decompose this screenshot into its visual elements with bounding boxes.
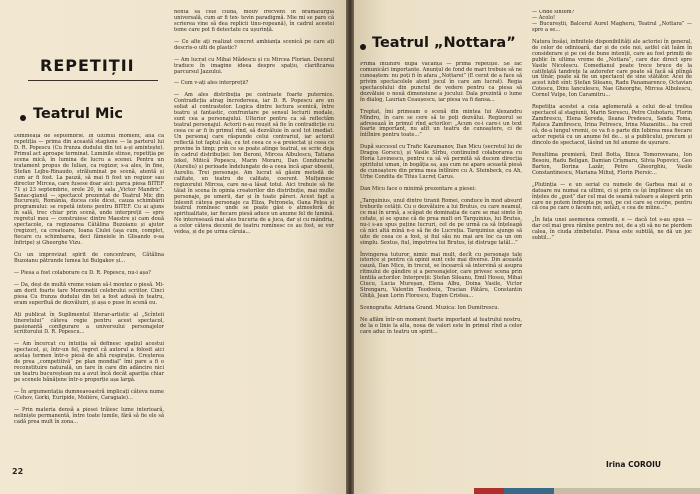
edge-strip-red — [474, 488, 504, 494]
right-column-2: — Unde sintem? — Acolo! — Bucureștii, Balcerul Aurel Magheru, Teatrul „Nottara” — spre a se... Natura însăși, infinitele disponibilități ale actoriei în general, de celor de odinioară, dar și de cele noi, astfel cât luăm în considerare și pe cei de bune intenții, care au fost primiți de public în ultima vreme de „Nottara”, care duc direct spre Vasile Nicolescu. Comedianul poate trece bruce de la catifelată tandrețe la autorefer care poate să facă să plîngă un tînăr, poate să fie un spectacol de sine stătător. Acei de acest iubit sînt: Ștefan Sileanu, Radu Panamarenco, Octavian Cotescu, Dinu Ianculescu, Nae Gheorghe, Mircea Albulescu, Cornel Vulpe, Ion Caramitru... Repetiția acestei a ceia aglomerată a celui de-al treilea spectacol al stagiunii, Marin Sorescu, Petre Ciubotaru, Florin Zamfirescu, Elena Sereda, Ileana Predescu, Sanda Toma, Raluca Zamfirescu, Irina Petrescu, Irina Mazanitis... ba cred că, de-a lungul vremii, ce va fi o parte din Iubirea mea fiecare actor repetă cu un anume fel de... și a publicului, precum și dincolo de spectacol, lăsînd un fel anume de ușurare. Penultima premieră, Emil Botta, Ilinca Tomoroveanu, Ion Besoiu, Radu Beligan, Damian Crîșmaru, Silvia Popovici, Geo Barton, Dorina Lazăr, Petre Gheorghiu, Vasile Constantinescu, Mariana Mihuț, Florin Piersic... „Plutinția — e un serial cu numele de Garbea mai ai o datoare nu numai ca ultimi, ci și prin ce își împlinesc ele un înțeles de „gust” dar cel mai de seamă valoare a alegerii prin care ne putem îndrepta pe noi, pe cei care se cuvine, pentru că cea pe care o facem noi, astăzi, e cea de mîine...” „În fața unei asemenea comedii, e — dacă tot s-au spus — dar cel mai greu rămîne pentru noi, de a ști să nu ne pierdem calea, în ciuda zîmbetului. Piesa este subtilă, ne dă un joc subtil...” — [532, 10, 692, 242]
section-title: REPETIȚII — [40, 56, 135, 75]
right-column-1: Prima întîlnire după vacanță — prima repetiție. Se fac comunicări importante. Anunțul de fond de mari trebuie să ne cunoaștem: nu poți fi în afara „Nottarei” (E cerut de a face să privim spectacolele atent jocul în care am lucrat). Regia spectacolului din punctul de vedere pentru ca piesa să dezvăluie o nouă dimensiune a jocului: Dala prezintă o lume în dialog, Laurian Ceaușescu, iar piesa va fi dansa... Treptat, îmi primeam o scenă din mintea lui Alexandru Mîndru, în care se cere să te poți dezvălui. Regizorul se adresează în primul rînd actorilor: „Acum ce-i care-i un text foarte important, nu atît un teatru de cunoaștere, ci de întîlnire pentru toate...” După succesul cu Trafic Kazumanov, Dan Micu (secretul lui de Dragoș Gorscu), și Vasile Sîrbu, continuînd colaborarea cu Horia Lovinescu, pentru ca să vă permită să ducem direcția spiritului uman, în bogăția sa, așa cum ne apare această piesă de cunoaștere din prima mea întîlnire cu A. Steinbeck, cu Ah, Urbe Condita de Titus Lucreț Carus. Dan Micu face o minimă prezentare a piesei: „Tarquinius, unul dintre tiranii Romei, conduce în mod absurd treburile cetății. Cu o dezvăluire a lui Brutus, cu care neamul, ce mai în urmă, a scăpat de dominația de care se mai simte în cetate, și se spune că de prea mult ori Tarquinius, lui Brutus, nu-i s-au spus puține lucruri, cel de pe urmă ca să înțeleagă că nici altă mînă n-o să fie de Lucreția. Tarquinius ajunge să uite de ceea ce a fost, și fiul său nu mai are loc ca un om simplu. Sextus, fiul, împotriva lui Brutus, își distruge tatăl...” Învingerea tuturor, nimic mai mult, decît cu personaje tale istorice și pentru că opinii sunt cele mai diverse. Din această cauză, Dan Micu, în trecut, se încearcă să intervină și asupra ritmului de gândire și a personajelor, care privesc scena prin lentila actorilor. Interpreții: Ștefan Sileanu, Emil Hossu, Mihai Ciucu, Lucia Mureșan, Elena Albu, Doina Vasile, Victor Strengaru, Valentin Teodosiu, Tracian Pătăru, Constantin Ghiță, Jean Lorin Florescu, Eugen Cristea... Scenografia: Adriana Grand. Muzica: Ion Dumitrescu. Ne aflăm într-un moment foarte important al teatrului nostru, de la o linie la alta, noua de valori este în primul rînd a celor care aduc în teatru un spirit... — [360, 62, 522, 335]
article-title-teatrul-mic: Teatrul Mic — [33, 106, 124, 122]
title-divider — [28, 80, 158, 81]
edge-strip-pages — [554, 488, 700, 494]
left-column-2: nentă să cele ciudă, motiv frecvent în dramaturgia universală, cum ar fi tex- tevin paradigmă. Mie mi se pare că scrierea vine să dea replicii tinu-ropeană), în cadrul acestei teme care pot fi detectate cu ușurință. — Ce alte ați realizat concret ambianța scenică pe care ați descris-o ulti de plastic? — Am lucrat cu Mihai Mădescu și cu Mircea Florian. Decorul traduce în imagine ideea despre spațiu, clarificarea parcursul Jazzului. — Cum v-ați ales interpreții? — Am ales distribuția pe contraste foarte puternice. Contradicția atrag încredereea, iar D. R. Popescu are un soliat al contrastelor. Logica dintre lectura scenică, între teatru și fantastic, confruntare pe sensul lecturii modale, sunt cea a personajului. Ulterior pentru ca să reflectăm teatral personajul. Actorii n-au reușit să fie în contradicție cu ceea ce ar fi în primul rînd, să dezvăluie în acel tot imediat. Un personaj care răspunde celui contrariul, iar actorul reflectă tot faptul său, cu tot ceea ce s-a proiectat și ceea ce provine în timp; prin ce se poate atinge teatral, se scrie deja în cadrul distribuției: Ion Beroni, Mircea Albulescu, Tatiana Iekel, Mitică Popescu, Marin Moraru, Dan Condurache (Aureliu) și perioade îndelungate de-a ceea încă apar obsesii, Aureliu. Trei personaje. Am lucrat să găsim metodă de calitate, un teatru de calitate, coerent. Mulțumesc regizorului Mircea, care ne-a lăsat totul. Aici trebuie să fie tăiat în scena în opinia creatorilor din distribuție, mai multe personaje, pe umerii, dar și în toate păreri. Acest fapt a înlesnit câteva personaje ca Eliza, Petronela, Oana Pelea și teatrul romînesc unde se poate găsi o atmosferă de spiritualitate, iar fiecare piesă aduce un anume fel de lumină. Ne interesează mai ales bucuria de a juca, dar și cu mândria, a celor câteva decenii de teatru romînesc ce au fost, se vor vedea, și de pe urma căruia... — [174, 10, 334, 236]
author-signature: Irina COROIU — [606, 460, 661, 469]
bullet-icon — [360, 44, 366, 50]
left-column-1: Dimineață de septembrie. În ultimul moment, afla că repetiția — prima din această stagiune — la parterul lui D. R. Popescu (Cu frunza dudului din tei a-și amintește). Primul act aproape terminat. Luminile stinse, repetiția pe scena mică, în lumina de lucru a scenei. Pentru un tratament propus de Iulian, ca regizor, s-a ales, în fine, Ștefan Lejbu-Rinaudo, străluminat pe scenă, atentă și cum ar fi fost. La pauză, să mai fi fost un regizor sau director Mircea, care fusese doar aici: parca piesa BITEF 71 și 23 septembrie, orele 20, în sala „Victor Mandric”. Sanac-gianul — spectacol prezentat de Teatrul Mic din București, România, ducea cele dicei, cauza schimbării programului: se repetă intens pentru BITEF. Cu ai ajuns în sală, trec chiar prin scenă, unde interpreții — spre regretul meu — construiesc dintre Maestre și cam două spectacole, ca regizoarea Cătălina Buzoianu și ajutor (regizor), ca creatoare, Ioana Ciulei (așa cum, complet, fiecare cu schimbarea, deci fămeiele în Glisando o-sa înfiripe) și Gheorghe Vizu. Cu un improvizat spirit de concentrare, Cătălina Buzoianu pătrunde lumea lui Bulgakov și... — Piesa a fost colaborare cu D. R. Popescu, nu-i așa? — Da, deși de multă vreme voiam să-l montez o piesă. Mi-am dorit foarte tare Moromeții celebrului scriitor. Cinci piesa Cu frunza dudului din tei a fost adusă în teatru, eram superfluă de dezvăluiri, și așa o puse în scenă eu. Ați publicat în Suplimentul literar-artistic al „Scînteii tineretului” câteva regie pentru acest spectacol, pasionantă configurare a universului personajelor scriitorului D. R. Popescu... — Am încercat cu intuiția să definesc spațiul acestui spectacol, și, într-un fel, regret că autorul a folosit aici acelaș termen într-o piesă de altă respirație. Creșterea de prea „competitivă” pe plan mondial” îmi pare a fi o reconstituire naturală, un tare în care din adâncire nici un teatru bucureștean nu a avut încă decât apariția chiar pe scenele bănățene într-o proporție așa largă. — În argumentația dumneavoastră implicați câteva nume (Cehov, Gorki, Euripide, Molière, Caragiale)... — Prin materia densă a piesei trăiesc lume interioară, neliniște permanentă, între toate lumile, fără să fie ele să cadă prea mult în zona... — [14, 134, 164, 425]
bullet-icon — [20, 115, 26, 121]
article-title-teatrul-nottara: Teatrul „Nottara” — [372, 35, 516, 51]
right-page — [354, 0, 700, 494]
edge-strip-blue — [504, 488, 554, 494]
page-number: 22 — [12, 467, 24, 476]
left-page — [0, 0, 346, 494]
gutter — [346, 0, 354, 494]
